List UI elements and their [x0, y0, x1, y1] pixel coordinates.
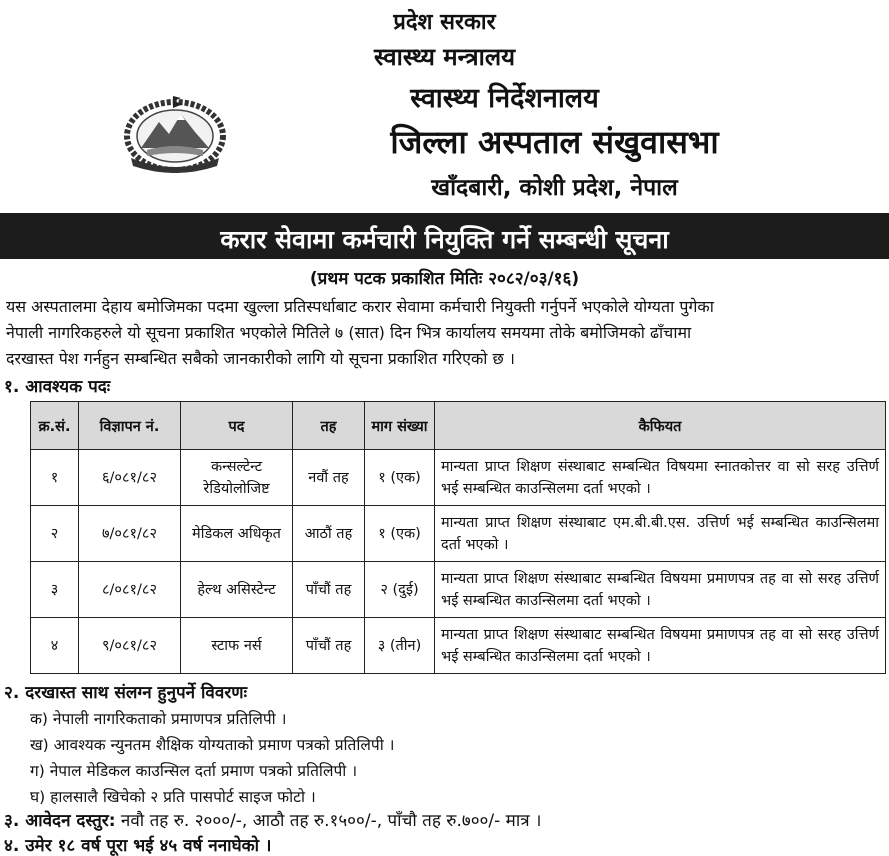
list-item: ख) आवश्यक न्युनतम शैक्षिक योग्यताको प्रमाण पत्रको प्रतिलिपी ।	[30, 736, 395, 754]
cell-remarks: मान्यता प्राप्त शिक्षण संस्थाबाट सम्बन्धित विषयमा स्नातकोत्तर वा सो सरह उत्तिर्ण भई सम्बन्धित काउन्सिलमा दर्ता भएको ।	[435, 450, 886, 506]
header-address: खाँदबारी, कोशी प्रदेश, नेपाल	[431, 175, 678, 201]
cell-remarks: मान्यता प्राप्त शिक्षण संस्थाबाट सम्बन्धित विषयमा प्रमाणपत्र तह वा सो सरह उत्तिर्ण भई सम्बन्धित काउन्सिलमा दर्ता भएको ।	[435, 618, 886, 674]
cell-post: कन्सल्टेन्ट रेडियोलोजिष्ट	[181, 450, 293, 506]
cell-demand: ३ (तीन)	[365, 618, 435, 674]
published-date: (प्रथम पटक प्रकाशित मितिः २०८२/०३/१६)	[309, 269, 580, 289]
cell-demand: १ (एक)	[365, 506, 435, 562]
cell-remarks: मान्यता प्राप्त शिक्षण संस्थाबाट सम्बन्धित विषयमा प्रमाणपत्र तह वा सो सरह उत्तिर्ण भई सम्बन्धित काउन्सिलमा दर्ता भएको ।	[435, 562, 886, 618]
col-header-remarks: कैफियत	[435, 402, 886, 450]
col-header-demand: माग संख्या	[365, 402, 435, 450]
cell-level: पाँचौं तह	[293, 562, 365, 618]
cell-level: नवौं तह	[293, 450, 365, 506]
intro-paragraph	[6, 294, 886, 372]
table-row	[31, 618, 886, 674]
table-row	[31, 562, 886, 618]
intro-line: नेपाली नागरिकहरुले यो सूचना प्रकाशित भएकोले मितिले ७ (सात) दिन भित्र कार्यालय समयमा तोके बमोजिमको ढाँचामा	[6, 323, 692, 342]
cell-post: स्टाफ नर्स	[181, 618, 293, 674]
documents-list	[30, 706, 395, 810]
nepal-government-emblem-icon	[121, 92, 229, 174]
cell-sn: ४	[31, 618, 79, 674]
col-header-post: पद	[181, 402, 293, 450]
section-application-fee	[4, 808, 541, 831]
cell-ad-no: ७/०८१/८२	[79, 506, 181, 562]
list-item: ग) नेपाल मेडिकल काउन्सिल दर्ता प्रमाण पत्रको प्रतिलिपी ।	[30, 762, 358, 780]
list-item: क) नेपाली नागरिकताको प्रमाणपत्र प्रतिलिपी ।	[30, 710, 287, 728]
cell-demand: २ (दुई)	[365, 562, 435, 618]
notice-title: करार सेवामा कर्मचारी नियुक्ति गर्ने सम्बन्धी सूचना	[220, 225, 669, 254]
header-ministry: स्वास्थ्य मन्त्रालय	[373, 43, 516, 71]
table-row	[31, 506, 886, 562]
col-header-ad-no: विज्ञापन नं.	[79, 402, 181, 450]
col-header-level: तह	[293, 402, 365, 450]
cell-post: मेडिकल अधिकृत	[181, 506, 293, 562]
table-header-row	[31, 402, 886, 450]
cell-demand: १ (एक)	[365, 450, 435, 506]
cell-level: आठौं तह	[293, 506, 365, 562]
cell-post: हेल्थ असिस्टेन्ट	[181, 562, 293, 618]
col-header-sn: क्र.सं.	[31, 402, 79, 450]
header-province-government: प्रदेश सरकार	[393, 10, 496, 35]
header-directorate: स्वास्थ्य निर्देशनालय	[410, 83, 599, 114]
list-item: घ) हालसालै खिचेको २ प्रति पासपोर्ट साइज फोटो ।	[30, 788, 316, 806]
cell-ad-no: ८/०८१/८२	[79, 562, 181, 618]
header-hospital-name: जिल्ला अस्पताल संखुवासभा	[390, 123, 719, 161]
posts-table	[30, 401, 886, 674]
cell-ad-no: ६/०८१/८२	[79, 450, 181, 506]
section-required-posts-title: १. आवश्यक पदः	[4, 377, 111, 397]
table-row	[31, 450, 886, 506]
application-fee-text: नवौ तह रु. २०००/-, आठौ तह रु.१५००/-, पाँचौ तह रु.७००/- मात्र ।	[115, 811, 542, 831]
cell-level: पाँचौं तह	[293, 618, 365, 674]
notice-banner	[0, 213, 889, 259]
cell-remarks: मान्यता प्राप्त शिक्षण संस्थाबाट एम.बी.बी.एस. उत्तिर्ण भई सम्बन्धित काउन्सिलमा दर्ता भएको ।	[435, 506, 886, 562]
cell-sn: ३	[31, 562, 79, 618]
notice-header	[0, 0, 889, 212]
section-documents-title: २. दरखास्त साथ संलग्न हुनुपर्ने विवरणः	[4, 683, 248, 703]
application-fee-label: ३. आवेदन दस्तुर:	[4, 811, 116, 831]
section-age-requirement: ४. उमेर १८ वर्ष पूरा भई ४५ वर्ष ननाघेको ।	[4, 836, 272, 856]
intro-line: यस अस्पतालमा देहाय बमोजिमका पदमा खुल्ला प्रतिस्पर्धाबाट करार सेवामा कर्मचारी नियुक्ती गर्नुपर्ने भएकोले योग्यता पुगेका	[6, 297, 714, 316]
intro-line: दरखास्त पेश गर्नहुन सम्बन्धित सबैको जानकारीको लागि यो सूचना प्रकाशित गरिएको छ ।	[6, 349, 515, 368]
cell-sn: १	[31, 450, 79, 506]
cell-ad-no: ९/०८१/८२	[79, 618, 181, 674]
cell-sn: २	[31, 506, 79, 562]
